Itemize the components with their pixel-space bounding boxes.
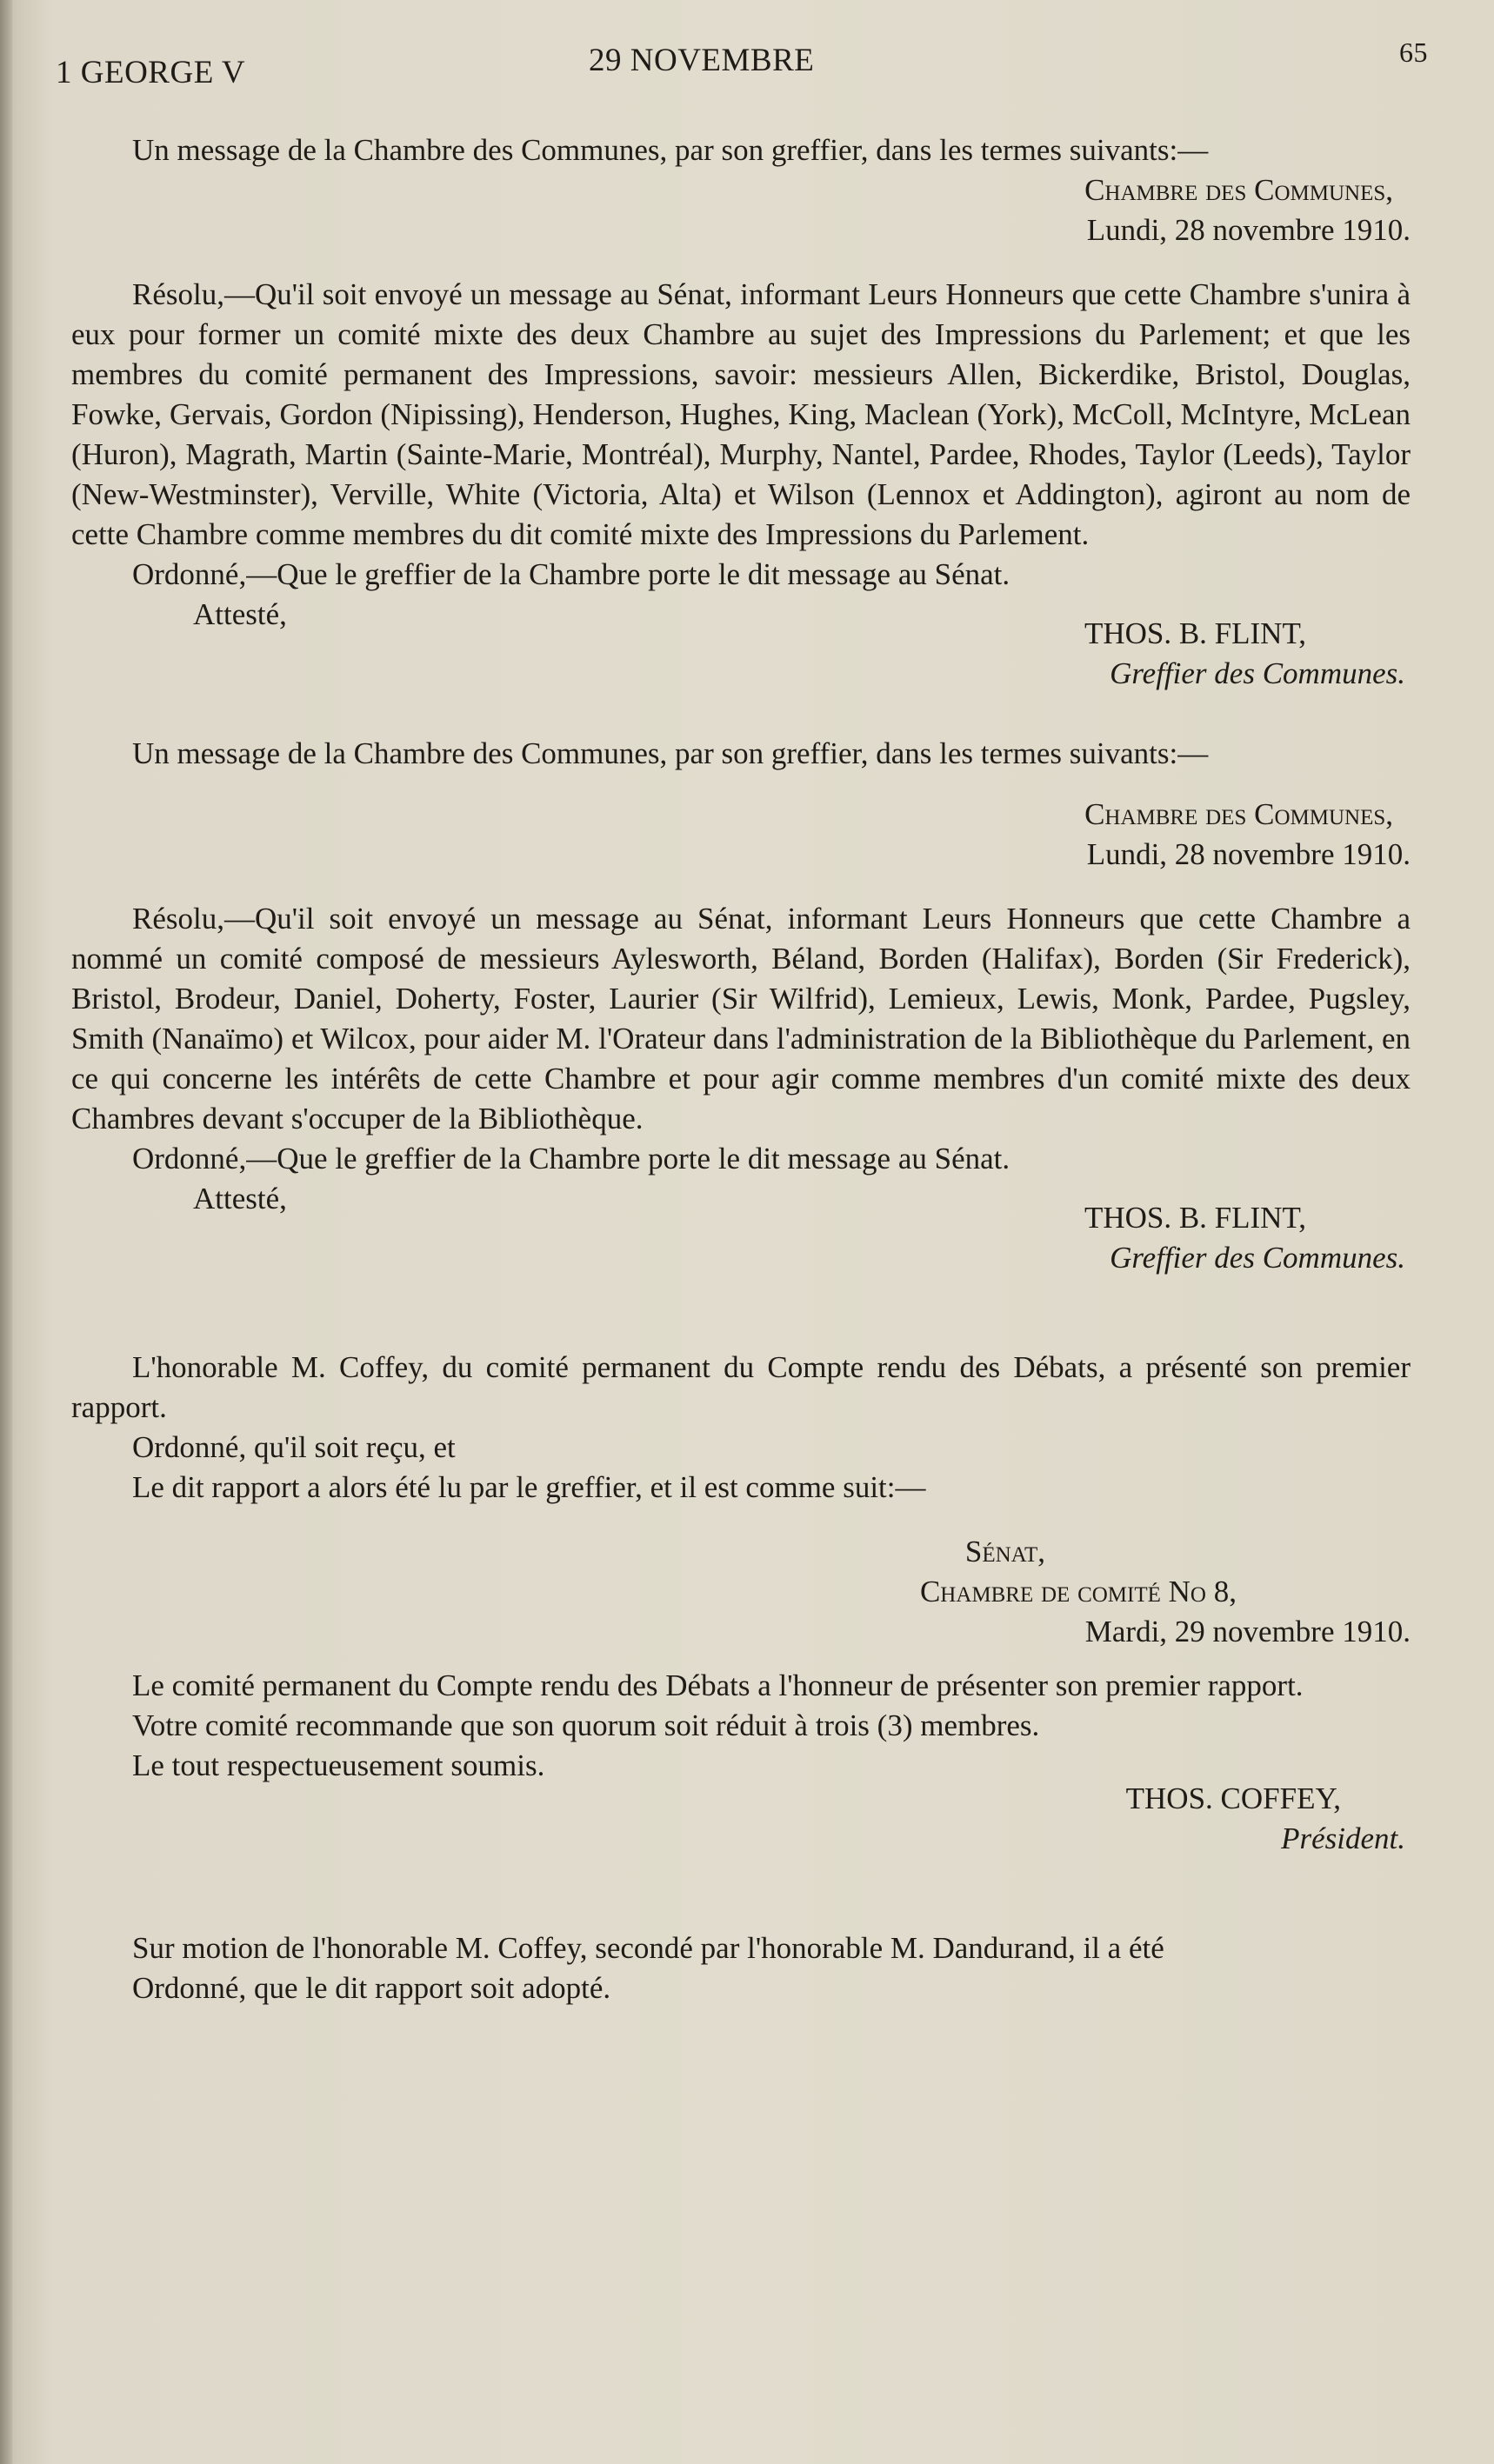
report-signer: THOS. COFFEY, [1125,1781,1341,1815]
report-body-1: Le comité permanent du Compte rendu des Débats a l'honneur de présenter son premier rapport. [132,1668,1304,1702]
report-intro: L'honorable M. Coffey, du comité permanent du Compte rendu des Débats, a présenté son premier rapport. [71,1350,1411,1424]
motion-order: Ordonné, que le dit rapport soit adopté. [132,1971,611,2005]
motion-text: Sur motion de l'honorable M. Coffey, secondé par l'honorable M. Dandurand, il a été [132,1931,1164,1965]
msg1-intro: Un message de la Chambre des Communes, par son greffier, dans les termes suivants:— [132,133,1209,167]
msg2-signer: THOS. B. FLINT, [1084,1201,1306,1235]
msg1-resolution: Résolu,—Qu'il soit envoyé un message au Sénat, informant Leurs Honneurs que cette Chambre s'unira à eux pour former un comité mixte des deux Chambre au sujet des Impressions du Parlement; et que les membres du comité permanent des Impressions, savoir: messieurs Allen, Bickerdike, Bristol, Douglas, Fowke, Gervais, Gordon (Nipissing), Henderson, Hughes, King, Maclean (York), McColl, McIntyre, McLean (Huron), Magrath, Martin (Sainte-Marie, Montréal), Murphy, Nantel, Pardee, Rhodes, Taylor (Leeds), Taylor (New-Westminster), Verville, White (Victoria, Alta) et Wilson (Lennox et Addington), agiront au nom de cette Chambre comme membres du dit comité mixte des Impressions du Parlement. [71,277,1411,551]
report-body-2: Votre comité recommande que son quorum soit réduit à trois (3) membres. [132,1708,1040,1742]
msg2-signer-title: Greffier des Communes. [1110,1241,1405,1275]
msg1-date: Lundi, 28 novembre 1910. [1086,213,1411,247]
body-text [71,130,1411,2008]
msg2-resolution: Résolu,—Qu'il soit envoyé un message au Sénat, informant Leurs Honneurs que cette Chambre a nommé un comité composé de messieurs Aylesworth, Béland, Borden (Halifax), Borden (Sir Frederick), Bristol, Brodeur, Daniel, Doherty, Foster, Laurier (Sir Wilfrid), Lemieux, Lewis, Monk, Pardee, Pugsley, Smith (Nanaïmo) et Wilcox, pour aider M. l'Orateur dans l'administration de la Bibliothèque du Parlement, en ce qui concerne les intérêts de cette Chambre et pour agir comme membres d'un comité mixte des deux Chambres devant s'occuper de la Bibliothèque. [71,902,1411,1135]
report-received: Ordonné, qu'il soit reçu, et [132,1430,456,1464]
msg2-date: Lundi, 28 novembre 1910. [1086,837,1411,871]
msg1-signer: THOS. B. FLINT, [1084,616,1306,650]
report-signer-title: Président. [1281,1821,1405,1855]
msg1-signer-title: Greffier des Communes. [1110,656,1405,690]
page-content [56,0,1428,2464]
msg1-place: Chambre des Communes, [1084,173,1393,207]
running-header [56,37,1428,90]
msg1-order: Ordonné,—Que le greffier de la Chambre porte le dit message au Sénat. [132,557,1010,591]
msg2-attest: Attesté, [193,1182,287,1215]
page-number: 65 [1399,37,1428,68]
header-date: 29 NOVEMBRE [589,43,815,78]
msg1-attest: Attesté, [193,597,287,631]
report-room: Chambre de comité No 8, [919,1575,1237,1608]
report-date: Mardi, 29 novembre 1910. [1084,1615,1411,1648]
msg2-order: Ordonné,—Que le greffier de la Chambre porte le dit message au Sénat. [132,1142,1010,1175]
report-read: Le dit rapport a alors été lu par le greffier, et il est comme suit:— [132,1470,926,1504]
report-body-3: Le tout respectueusement soumis. [132,1748,545,1782]
report-senate: Sénat, [964,1535,1045,1568]
header-left: 1 GEORGE V [56,55,246,90]
binding-gutter [0,0,12,2464]
msg2-place: Chambre des Communes, [1084,797,1393,831]
msg2-intro: Un message de la Chambre des Communes, par son greffier, dans les termes suivants:— [132,736,1209,770]
